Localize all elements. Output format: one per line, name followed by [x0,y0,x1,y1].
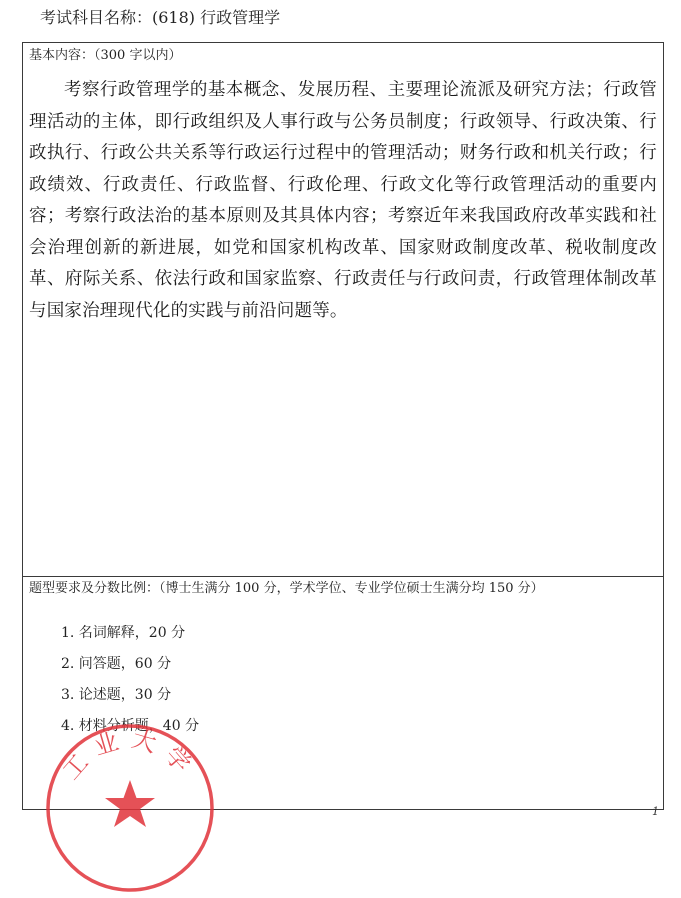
section-divider [23,576,663,577]
content-frame [22,42,664,810]
basic-content-label: 基本内容：（300 字以内） [29,48,182,63]
seal-text: 工业大学 [57,724,203,786]
official-seal-stamp [40,718,220,898]
question-format-label: 题型要求及分数比例：（博士生满分 100 分，学术学位、专业学位硕士生满分均 150 分） [29,581,544,596]
basic-content-body: 考察行政管理学的基本概念、发展历程、主要理论流派及研究方法；行政管理活动的主体，即行政组织及人事行政与公务员制度；行政领导、行政决策、行政执行、行政公共关系等行政运行过程中的管理活动；财务行政和机关行政；行政绩效、行政责任、行政监督、行政伦理、行政文化等行政管理活动的重要内容；考察行政法治的基本原则及其具体内容；考察近年来我国政府改革实践和社会治理创新的新进展，如党和国家机构改革、国家财政制度改革、税收制度改革、府际关系、依法行政和国家监察、行政责任与行政问责，行政管理体制改革与国家治理现代化的实践与前沿问题等。 [29,80,657,321]
list-item: 2. 问答题，60 分 [61,656,172,672]
subject-title: 考试科目名称：(618) 行政管理学 [40,8,281,27]
list-item: 1. 名词解释，20 分 [61,625,186,641]
list-item: 4. 材料分析题，40 分 [61,718,200,734]
list-item: 3. 论述题，30 分 [61,687,172,703]
page-number: 1 [652,805,659,818]
